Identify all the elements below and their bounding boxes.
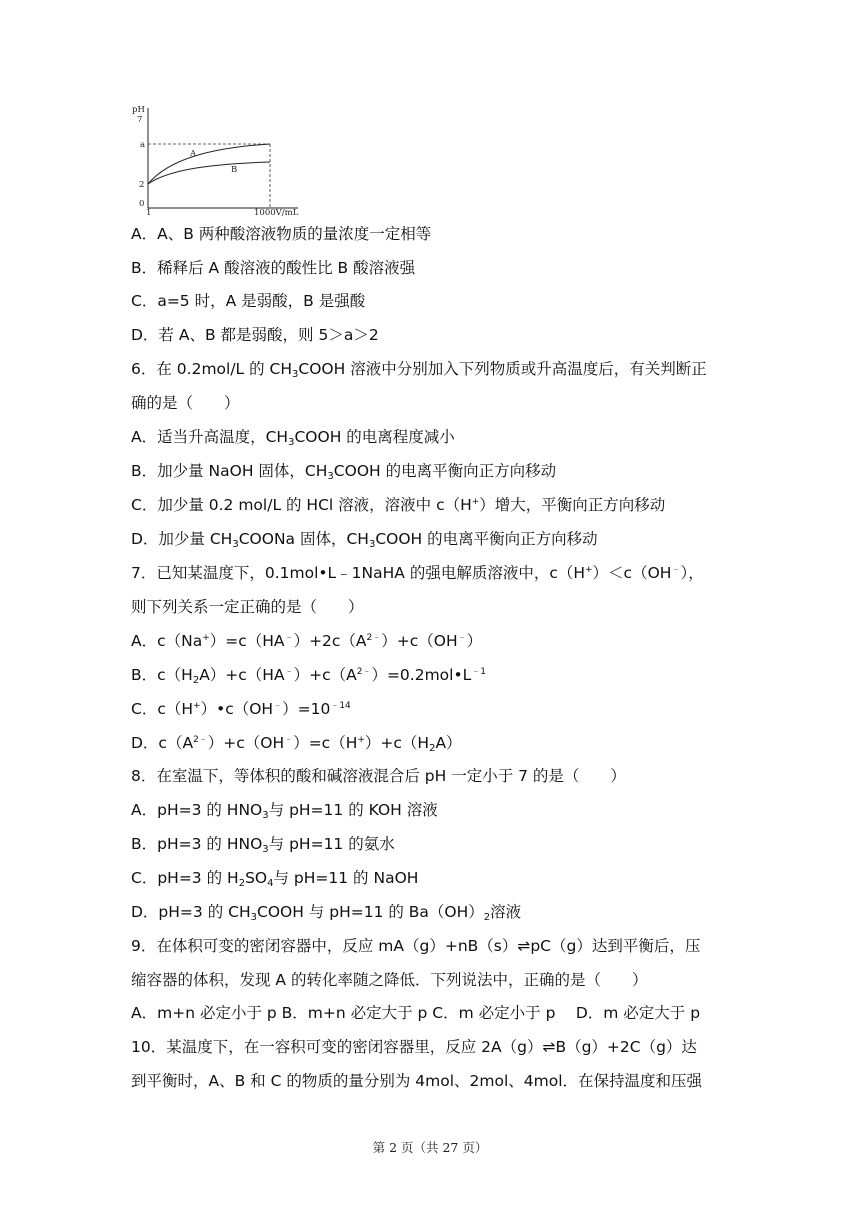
superscript: 2﹣: [193, 735, 208, 745]
q8-opt-a-post: 与 pH=11 的 KOH 溶液: [268, 801, 438, 819]
superscript: ﹣: [273, 701, 283, 711]
q6-stem-line-1: [131, 359, 707, 379]
q7-opt-a-3: ）+2c（A: [293, 632, 367, 650]
q7-opt-b-2: A）+c（HA: [199, 666, 285, 684]
graph-y-tick-a: a: [140, 140, 146, 150]
q7-option-d: [131, 733, 462, 753]
graph-x-tick-1: 1: [146, 208, 152, 218]
q7-opt-d-3: ）=c（H: [293, 734, 358, 752]
subscript: 3: [262, 844, 269, 855]
q7-opt-b-1: B．c（H: [131, 666, 193, 684]
q8-opt-c-post: 与 pH=11 的 NaOH: [273, 869, 419, 887]
q8-opt-d-post: 溶液: [490, 903, 522, 921]
q7-stem-line-2: 则下列关系一定正确的是（ ）: [131, 598, 364, 616]
subscript: 2: [429, 743, 436, 754]
q6-option-b: [131, 461, 556, 481]
subscript: 3: [368, 539, 376, 550]
subscript: 2: [192, 675, 200, 686]
q7-opt-c-3: ）=10: [282, 700, 331, 718]
q7-option-c: [131, 699, 351, 719]
graph-y-tick-0: 0: [139, 199, 145, 209]
q6-opt-a-pre: A．适当升高温度，CH: [131, 428, 289, 446]
ph-dilution-graph: [128, 98, 308, 218]
q6-opt-d-pre: D．加少量 CH: [131, 530, 233, 548]
q7-opt-a-4: ）+c（OH: [381, 632, 458, 650]
q7-stem-1-pre: 7．已知某温度下，0.1mol•L﹣1NaHA 的强电解质溶液中，c（H: [131, 564, 585, 582]
q6-opt-b-post: COOH 的电离平衡向正方向移动: [333, 462, 557, 480]
graph-curve-b: [148, 162, 270, 184]
q8-opt-b-post: 与 pH=11 的氨水: [268, 835, 395, 853]
q6-opt-d-mid: COONa 固体，CH: [238, 530, 369, 548]
q7-opt-d-2: ）+c（OH: [207, 734, 285, 752]
subscript: 3: [288, 437, 295, 448]
graph-y-axis-label: pH: [132, 105, 145, 115]
q8-opt-a-pre: A．pH=3 的 HNO: [131, 801, 263, 819]
q8-opt-b-pre: B．pH=3 的 HNO: [131, 835, 263, 853]
superscript: ﹣: [284, 667, 294, 677]
q6-opt-d-post: COOH 的电离平衡向正方向移动: [375, 530, 598, 548]
superscript: +: [193, 701, 201, 711]
graph-curve-a: [148, 144, 270, 184]
q9-stem-line-1: 9．在体积可变的密闭容器中，反应 mA（g）+nB（s）⇌pC（g）达到平衡后，压: [131, 937, 701, 955]
q6-opt-b-pre: B．加少量 NaOH 固体，CH: [131, 462, 328, 480]
subscript: 3: [327, 471, 334, 482]
q6-opt-c-post: ）增大，平衡向正方向移动: [479, 496, 666, 514]
subscript: 2: [483, 912, 491, 923]
q9-options: A．m+n 必定小于 p B．m+n 必定大于 p C．m 必定小于 p D．m 必定大于 p: [131, 1004, 701, 1022]
q6-stem-1-post: COOH 溶液中分别加入下列物质或升高温度后，有关判断正: [298, 360, 707, 378]
superscript: +: [202, 633, 210, 643]
q8-opt-d-pre: D．pH=3 的 CH: [131, 903, 251, 921]
superscript: +: [471, 497, 480, 507]
subscript: 3: [292, 369, 299, 380]
superscript: ﹣14: [330, 701, 351, 711]
q7-opt-c-2: ）•c（OH: [200, 700, 274, 718]
superscript: ﹣: [671, 565, 681, 575]
q7-opt-c-1: C．c（H: [131, 700, 194, 718]
q5-option-c: C．a=5 时，A 是弱酸，B 是强酸: [131, 292, 366, 310]
subscript: 3: [250, 912, 257, 923]
q8-option-d: [131, 902, 521, 922]
q9-stem-line-2: 缩容器的体积，发现 A 的转化率随之降低．下列说法中，正确的是（ ）: [131, 971, 648, 989]
q8-option-c: [131, 868, 418, 888]
superscript: +: [357, 735, 365, 745]
subscript: 3: [232, 539, 239, 550]
graph-y-tick-7: 7: [137, 115, 143, 125]
q7-opt-d-1: D．c（A: [131, 734, 194, 752]
q7-opt-a-5: ）: [466, 632, 483, 650]
q6-option-a: [131, 427, 455, 447]
q7-stem-1-post: ），: [680, 564, 704, 582]
q6-opt-a-post: COOH 的电离程度减小: [294, 428, 455, 446]
q7-opt-d-5: A）: [435, 734, 462, 752]
q7-opt-b-4: ）=0.2mol•L: [371, 666, 472, 684]
subscript: 4: [267, 878, 274, 889]
superscript: +: [585, 565, 593, 575]
q7-option-a: [131, 631, 482, 651]
q5-option-d: D．若 A、B 都是弱酸，则 5＞a＞2: [131, 326, 379, 344]
graph-x-tick-end: 1000V/mL: [254, 208, 299, 218]
q6-option-d: [131, 529, 598, 549]
q7-opt-b-3: ）+c（A: [293, 666, 357, 684]
superscript: ﹣: [284, 735, 294, 745]
superscript: ﹣: [457, 633, 467, 643]
q8-option-b: [131, 834, 395, 854]
q7-opt-a-2: ）=c（HA: [209, 632, 285, 650]
q8-opt-c-pre: C．pH=3 的 H: [131, 869, 239, 887]
q8-stem: 8．在室温下，等体积的酸和碱溶液混合后 pH 一定小于 7 的是（ ）: [131, 767, 626, 785]
superscript: ﹣1: [471, 667, 486, 677]
q6-option-c: [131, 495, 665, 515]
q10-stem-line-2: 到平衡时，A、B 和 C 的物质的量分别为 4mol、2mol、4mol．在保持温度和压强: [131, 1072, 703, 1090]
subscript: 2: [238, 878, 246, 889]
q6-stem-1-pre: 6．在 0.2mol/L 的 CH: [131, 360, 293, 378]
q7-stem-line-1: [131, 563, 704, 583]
q7-option-b: [131, 665, 486, 685]
graph-y-tick-2: 2: [139, 180, 145, 190]
q8-option-a: [131, 800, 438, 820]
q6-stem-line-2: 确的是（ ）: [131, 394, 240, 412]
q7-opt-a-1: A．c（Na: [131, 632, 203, 650]
q8-opt-c-mid: SO: [245, 869, 268, 887]
page-footer: 第 2 页（共 27 页）: [372, 1140, 488, 1155]
q5-option-a: A．A、B 两种酸溶液物质的量浓度一定相等: [131, 225, 432, 243]
superscript: 2﹣: [366, 633, 382, 643]
graph-curve-a-label: A: [190, 149, 197, 159]
superscript: 2﹣: [356, 667, 372, 677]
q6-opt-c-pre: C．加少量 0.2 mol/L 的 HCl 溶液，溶液中 c（H: [131, 496, 472, 514]
superscript: ﹣: [284, 633, 294, 643]
q7-opt-d-4: ）+c（H: [364, 734, 430, 752]
q8-opt-d-mid: COOH 与 pH=11 的 Ba（OH）: [257, 903, 484, 921]
graph-curve-b-label: B: [231, 165, 238, 175]
q10-stem-line-1: 10．某温度下，在一容积可变的密闭容器里，反应 2A（g）⇌B（g）+2C（g）达: [131, 1038, 697, 1056]
q7-stem-1-mid: ）＜c（OH: [592, 564, 672, 582]
q5-option-b: B．稀释后 A 酸溶液的酸性比 B 酸溶液强: [131, 259, 416, 277]
subscript: 3: [262, 810, 269, 821]
